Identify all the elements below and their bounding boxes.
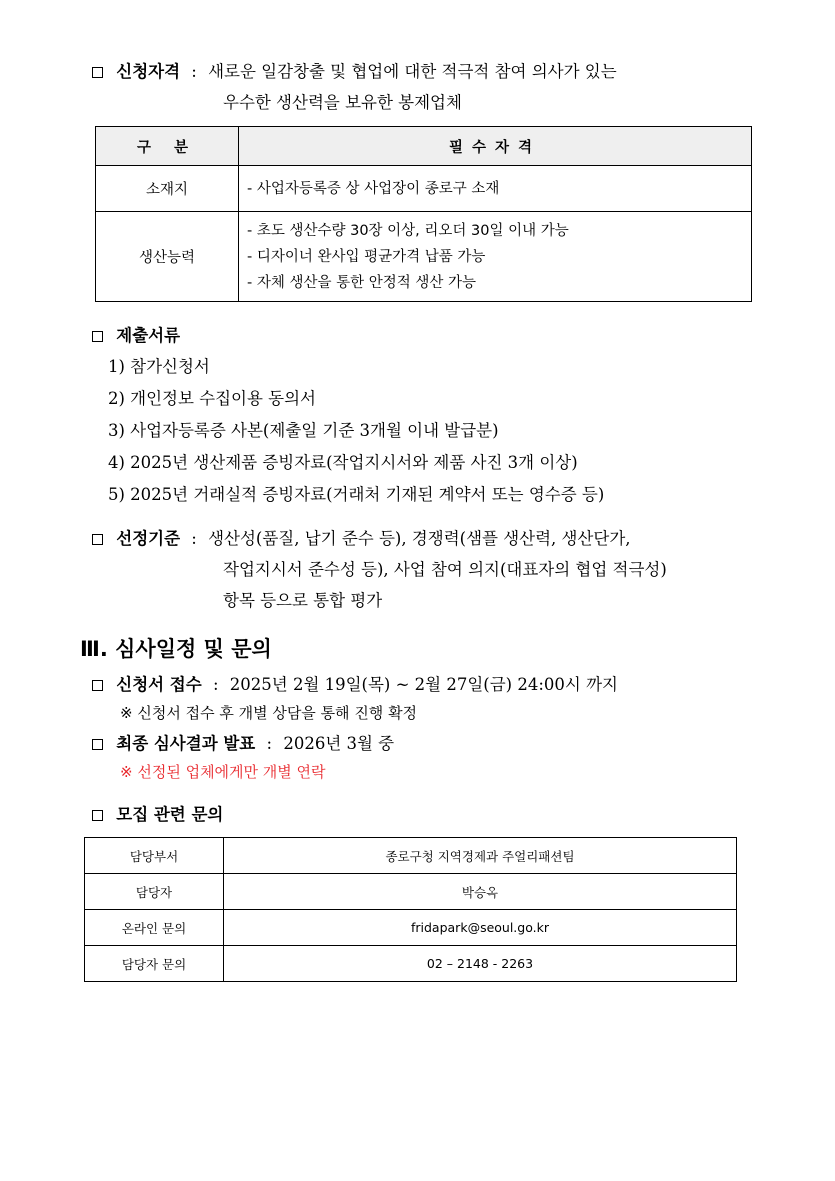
checkbox-square-icon [92,534,103,545]
table-row [85,874,737,910]
list-item: 2) 개인정보 수집이용 동의서 [108,389,316,408]
contact-label: 담당자 문의 [85,946,224,982]
contact-email[interactable]: fridapark@seoul.go.kr [224,910,737,946]
requirement-label: 소재지 [96,166,239,212]
criteria-text-2: 작업지시서 준수성 등), 사업 참여 의지(대표자의 협업 적극성) [223,560,667,579]
contact-label: 온라인 문의 [85,910,224,946]
section-title: Ⅲ. 심사일정 및 문의 [80,637,272,661]
contact-label: 담당부서 [85,838,224,874]
table-row [85,838,737,874]
requirement-value: - 초도 생산수량 30장 이상, 리오더 30일 이내 가능 - 디자이너 완사입 평균가격 납품 가능 - 자체 생산을 통한 안정적 생산 가능 [239,212,752,302]
list-item: 5) 2025년 거래실적 증빙자료(거래처 기재된 계약서 또는 영수증 등) [108,485,605,504]
receipt-note: ※ 신청서 접수 후 개별 상담을 통해 진행 확정 [120,704,418,722]
result-line: 최종 심사결과 발표 : 2026년 3월 중 [92,730,394,754]
contact-heading: 모집 관련 문의 [92,801,223,825]
result-note: ※ 선정된 업체에게만 개별 연락 [120,763,326,781]
checkbox-square-icon [92,67,103,78]
qualification-label: 신청자격 [116,62,181,81]
requirements-header-category: 구 분 [96,127,239,166]
requirement-label: 생산능력 [96,212,239,302]
checkbox-square-icon [92,680,103,691]
checkbox-square-icon [92,810,103,821]
list-item: 3) 사업자등록증 사본(제출일 기준 3개월 이내 발급분) [108,421,499,440]
criteria-label: 선정기준 [116,529,181,548]
contact-value: 박승옥 [224,874,737,910]
receipt-label: 신청서 접수 [116,675,202,694]
requirements-header-required: 필수자격 [239,127,752,166]
documents-heading: 제출서류 [92,322,180,346]
checkbox-square-icon [92,739,103,750]
criteria-text-3: 항목 등으로 통합 평가 [223,591,383,610]
list-item: 4) 2025년 생산제품 증빙자료(작업지시서와 제품 사진 3개 이상) [108,453,578,472]
result-label: 최종 심사결과 발표 [116,734,256,753]
table-row [85,946,737,982]
receipt-line: 신청서 접수 : 2025년 2월 19일(목) ~ 2월 27일(금) 24:00시 까지 [92,671,618,695]
table-row [85,910,737,946]
qualification-line1: 신청자격 : 새로운 일감창출 및 협업에 대한 적극적 참여 의사가 있는 [92,58,617,82]
contact-value: 종로구청 지역경제과 주얼리패션팀 [224,838,737,874]
list-item: 1) 참가신청서 [108,357,210,376]
result-value: 2026년 3월 중 [283,734,395,753]
contact-label: 담당자 [85,874,224,910]
criteria-line1: 선정기준 : 생산성(품질, 납기 준수 등), 경쟁력(샘플 생산력, 생산단가, [92,525,631,549]
qualification-text-2: 우수한 생산력을 보유한 봉제업체 [223,93,462,112]
table-row [96,212,752,302]
qualification-text-1: 새로운 일감창출 및 협업에 대한 적극적 참여 의사가 있는 [208,62,617,81]
requirement-value: - 사업자등록증 상 사업장이 종로구 소재 [239,166,752,212]
table-row [96,166,752,212]
requirements-table [95,126,752,302]
checkbox-square-icon [92,331,103,342]
receipt-value: 2025년 2월 19일(목) ~ 2월 27일(금) 24:00시 까지 [229,675,618,694]
contact-phone: 02 – 2148 - 2263 [224,946,737,982]
contact-table [84,837,737,982]
